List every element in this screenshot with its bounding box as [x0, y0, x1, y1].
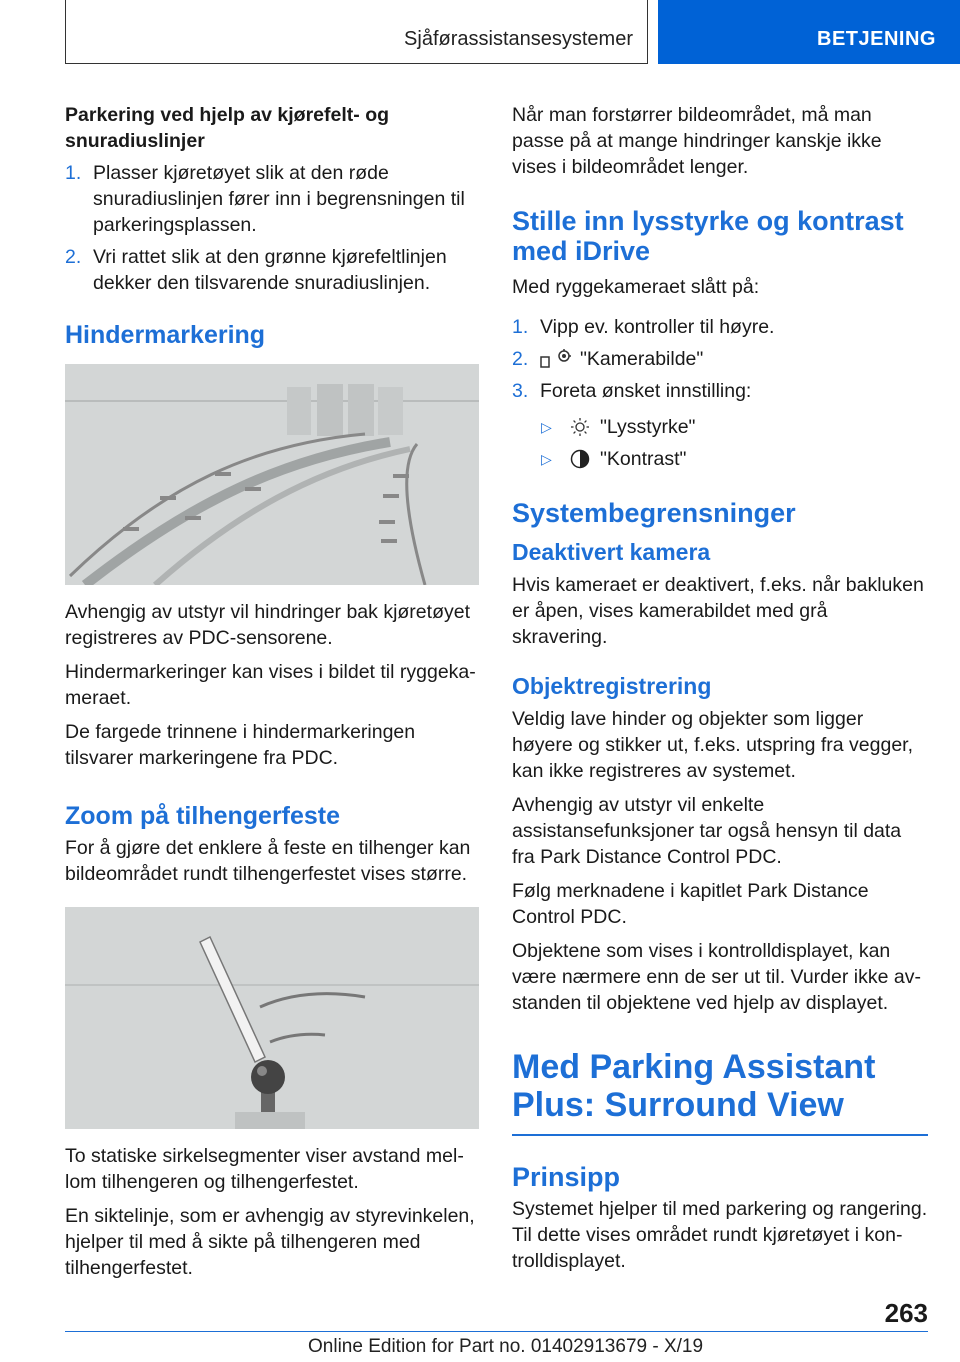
paragraph: Hindermarkeringer kan vises i bildet til ryggekameraet. [65, 661, 476, 709]
heading-parkering: Parkering ved hjelp av kjørefelt- og snuradiuslinjer [65, 104, 390, 152]
paragraph: Avhengig av utstyr vil enkelte assistansefunksjoner tar også hensyn til data fra Park Distance Control PDC. [512, 794, 902, 868]
heading-deaktivert: Deaktivert kamera [512, 539, 711, 565]
footer-edition: Online Edition for Part no. 01402913679 - X/19 [308, 1336, 704, 1357]
list-item: ▷ "Lysstyrke" [541, 416, 696, 438]
list-item: 2. Vri rattet slik at den grønne kjørefeltlinjen dekker den tilsvarende snuradiuslinjen. [65, 246, 447, 294]
paragraph: Hvis kameraet er deaktivert, f.eks. når bakluken er åpen, vises kamerabildet med grå skravering. [512, 574, 924, 648]
paragraph: En siktelinje, som er avhengig av styrevinkelen, hjelper til med å sikte på tilhengeren med tilhengerfestet. [65, 1205, 475, 1279]
paragraph: Avhengig av utstyr vil hindringer bak kjøretøyet registreres av PDC-sensorene. [65, 601, 470, 649]
paragraph: For å gjøre det enklere å feste en tilhenger kan bildeområdet rundt tilhengerfestet vises større. [65, 837, 471, 885]
camera-settings-icon [540, 348, 574, 368]
list-item: 2. "Kamerabilde" [512, 348, 704, 370]
header-tab-betjening[interactable]: BETJENING [658, 0, 960, 64]
page-number: 263 [884, 1298, 928, 1328]
paragraph: Når man forstørrer bildeområdet, må man passe på at mange hindringer kanskje ikke vises i bildeområdet lenger. [512, 104, 882, 178]
heading-objektregistrering: Objektregistrering [512, 673, 712, 699]
steps-parkering [65, 160, 479, 296]
trailer-hitch-image [65, 907, 479, 1129]
heading-systembegrensninger: Systembegrensninger [512, 498, 796, 528]
heading-prinsipp: Prinsipp [512, 1162, 621, 1192]
heading-parking-assistant: Med Parking Assistant Plus: Surround View [512, 1048, 928, 1136]
right-column [512, 102, 928, 1282]
paragraph: Veldig lave hinder og objekter som ligger høyere og stikker ut, f.eks. utspring fra vegger, kan ikke registreres av systemet. [512, 708, 914, 782]
paragraph: Med ryggekameraet slått på: [512, 276, 760, 298]
list-item: 1. Vipp ev. kontroller til høyre. [512, 316, 775, 338]
paragraph: Objektene som vises i kontrolldisplayet, kan være nærmere enn de ser ut til. Vurder ikke avstanden til objektene ved hjelp av displayet. [512, 940, 921, 1014]
left-column [65, 102, 479, 1289]
header-section-title: Sjåførassistansesystemer [65, 0, 648, 64]
paragraph: Systemet hjelper til med parkering og rangering. Til dette vises området rundt kjøretøyet i kontrolldisplayet. [512, 1198, 928, 1272]
footer-divider [65, 1331, 928, 1332]
list-item: 3. Foreta ønsket innstilling: [512, 380, 752, 402]
heading-zoom: Zoom på tilhengerfeste [65, 802, 341, 830]
heading-hindermarkering: Hindermarkering [65, 321, 266, 349]
obstacle-marking-image [65, 364, 479, 585]
heading-lysstyrke: Stille inn lysstyrke og kontrast med iDrive [512, 206, 904, 266]
paragraph: De fargede trinnene i hindermarkeringen tilsvarer markeringene fra PDC. [65, 721, 416, 769]
contrast-icon [570, 449, 590, 469]
paragraph: Følg merknadene i kapitlet Park Distance Control PDC. [512, 880, 869, 928]
list-item: ▷ "Kontrast" [541, 448, 687, 470]
list-item: 1. Plasser kjøretøyet slik at den røde snuradiuslinjen fører inn i begrensningen til parkeringsplassen. [65, 162, 465, 236]
brightness-icon [570, 417, 590, 437]
steps-lysstyrke [512, 314, 928, 404]
paragraph: To statiske sirkelsegmenter viser avstand mellom tilhengeren og tilhengerfestet. [65, 1145, 464, 1193]
